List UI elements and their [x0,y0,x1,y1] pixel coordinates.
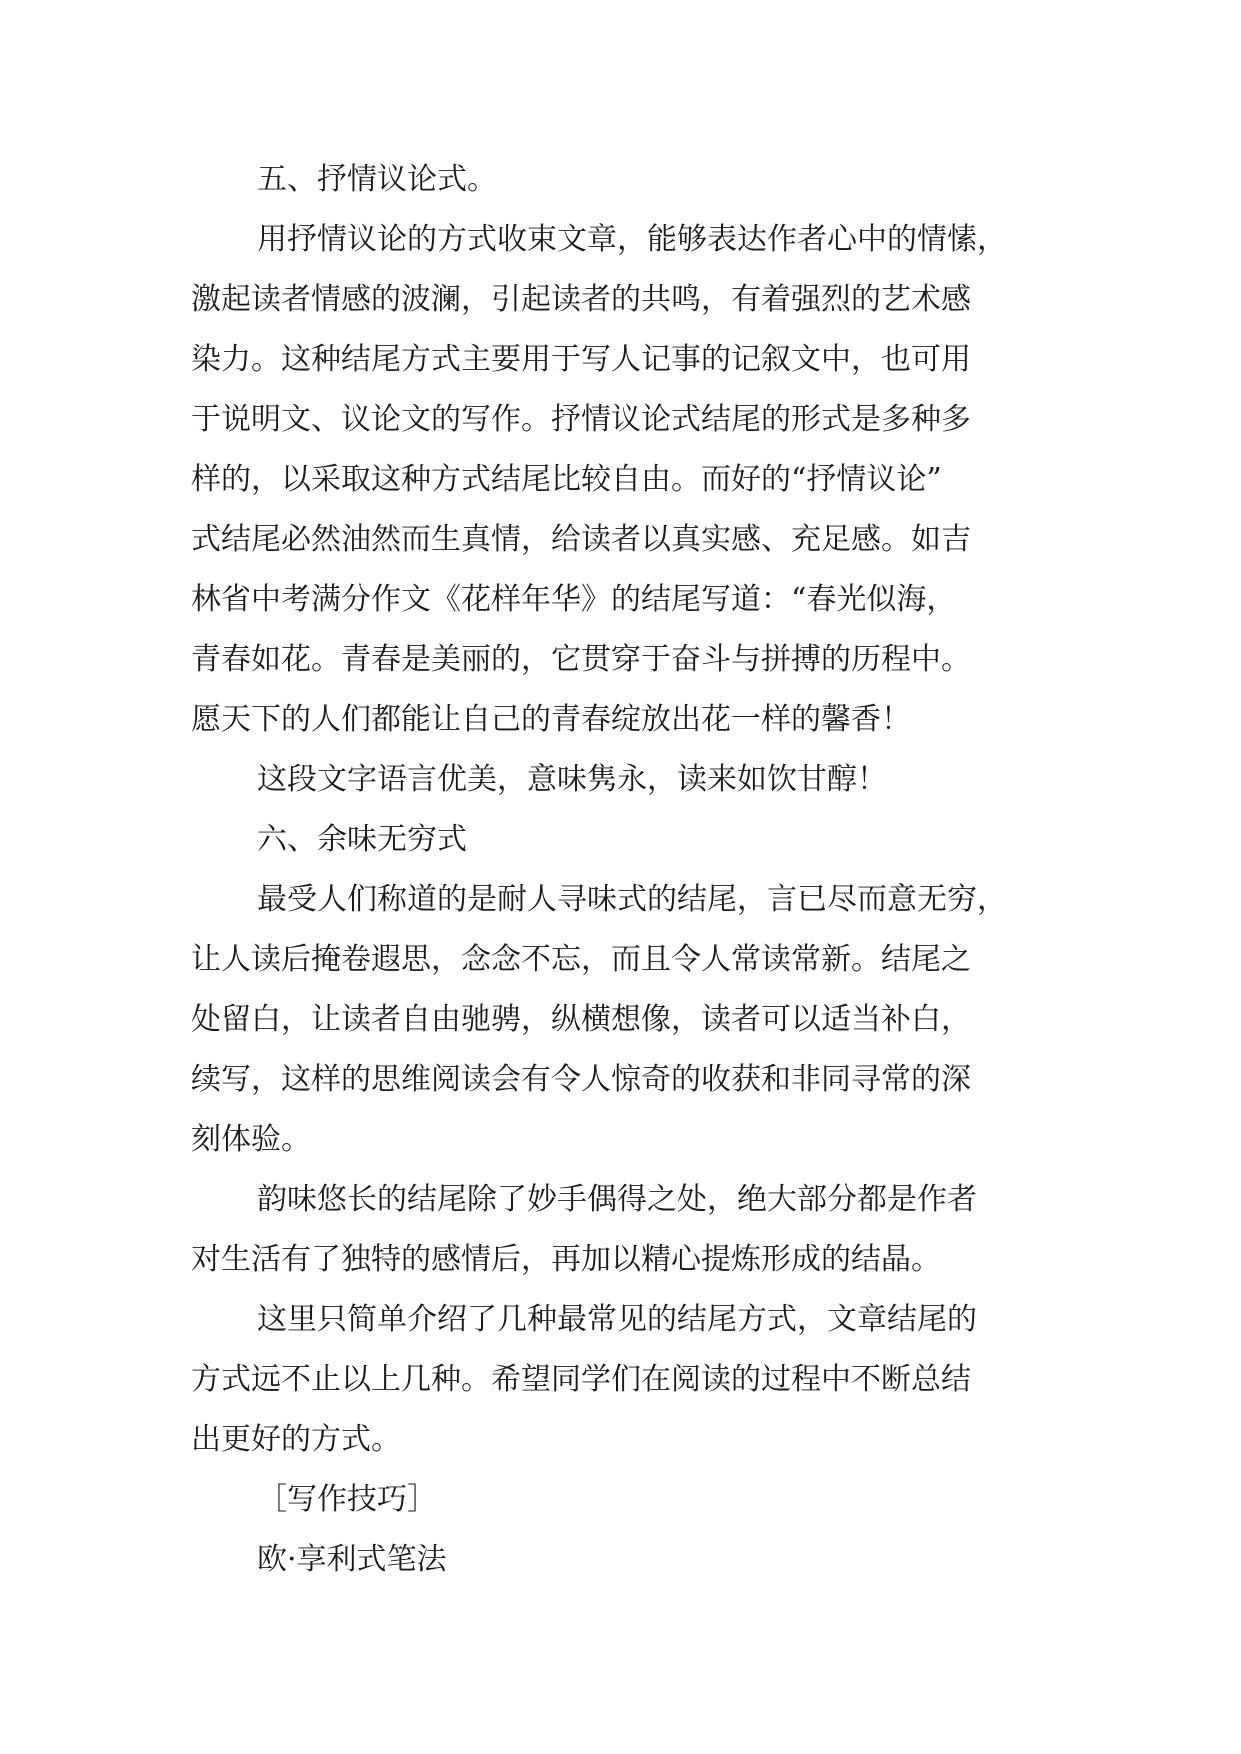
paragraph-line: 韵味悠长的结尾除了妙手偶得之处，绝大部分都是作者 [257,1182,977,1217]
section-heading-5: 五、抒情议论式。 [257,162,497,197]
section-heading-6: 六、余味无穷式 [257,822,467,857]
paragraph-line: 方式远不止以上几种。希望同学们在阅读的过程中不断总结 [191,1362,971,1397]
document-body [191,150,1071,1590]
paragraph-line: 对生活有了独特的感情后，再加以精心提炼形成的结晶。 [191,1242,941,1277]
paragraph-line: 激起读者情感的波澜，引起读者的共鸣，有着强烈的艺术感 [191,282,971,317]
paragraph-line: 这段文字语言优美，意味隽永，读来如饮甘醇！ [257,762,887,797]
paragraph-line: 于说明文、议论文的写作。抒情议论式结尾的形式是多种多 [191,402,971,437]
paragraph-line: 样的，以采取这种方式结尾比较自由。而好的“抒情议论” [191,462,942,497]
paragraph-line: 出更好的方式。 [191,1422,401,1457]
paragraph-line: 式结尾必然油然而生真情，给读者以真实感、充足感。如吉 [191,522,971,557]
section-heading-o-henry: 欧·享利式笔法 [257,1542,447,1577]
paragraph-line: 让人读后掩卷遐思，念念不忘，而且令人常读常新。结尾之 [191,942,971,977]
paragraph-line: 愿天下的人们都能让自己的青春绽放出花一样的馨香！ [191,702,911,737]
paragraph-line: 青春如花。青春是美丽的，它贯穿于奋斗与拼搏的历程中。 [191,642,971,677]
paragraph-line: 用抒情议论的方式收束文章，能够表达作者心中的情愫， [257,222,1007,257]
paragraph-line: 染力。这种结尾方式主要用于写人记事的记叙文中，也可用 [191,342,971,377]
paragraph-line: 林省中考满分作文《花样年华》的结尾写道：“春光似海， [191,582,957,617]
paragraph-line: 续写，这样的思维阅读会有令人惊奇的收获和非同寻常的深 [191,1062,971,1097]
paragraph-line: 刻体验。 [191,1122,311,1157]
paragraph-line: 最受人们称道的是耐人寻味式的结尾，言已尽而意无穷， [257,882,1007,917]
section-label-writing-tips: ［写作技巧］ [257,1482,437,1517]
paragraph-line: 这里只简单介绍了几种最常见的结尾方式，文章结尾的 [257,1302,977,1337]
paragraph-line: 处留白，让读者自由驰骋，纵横想像，读者可以适当补白， [191,1002,971,1037]
